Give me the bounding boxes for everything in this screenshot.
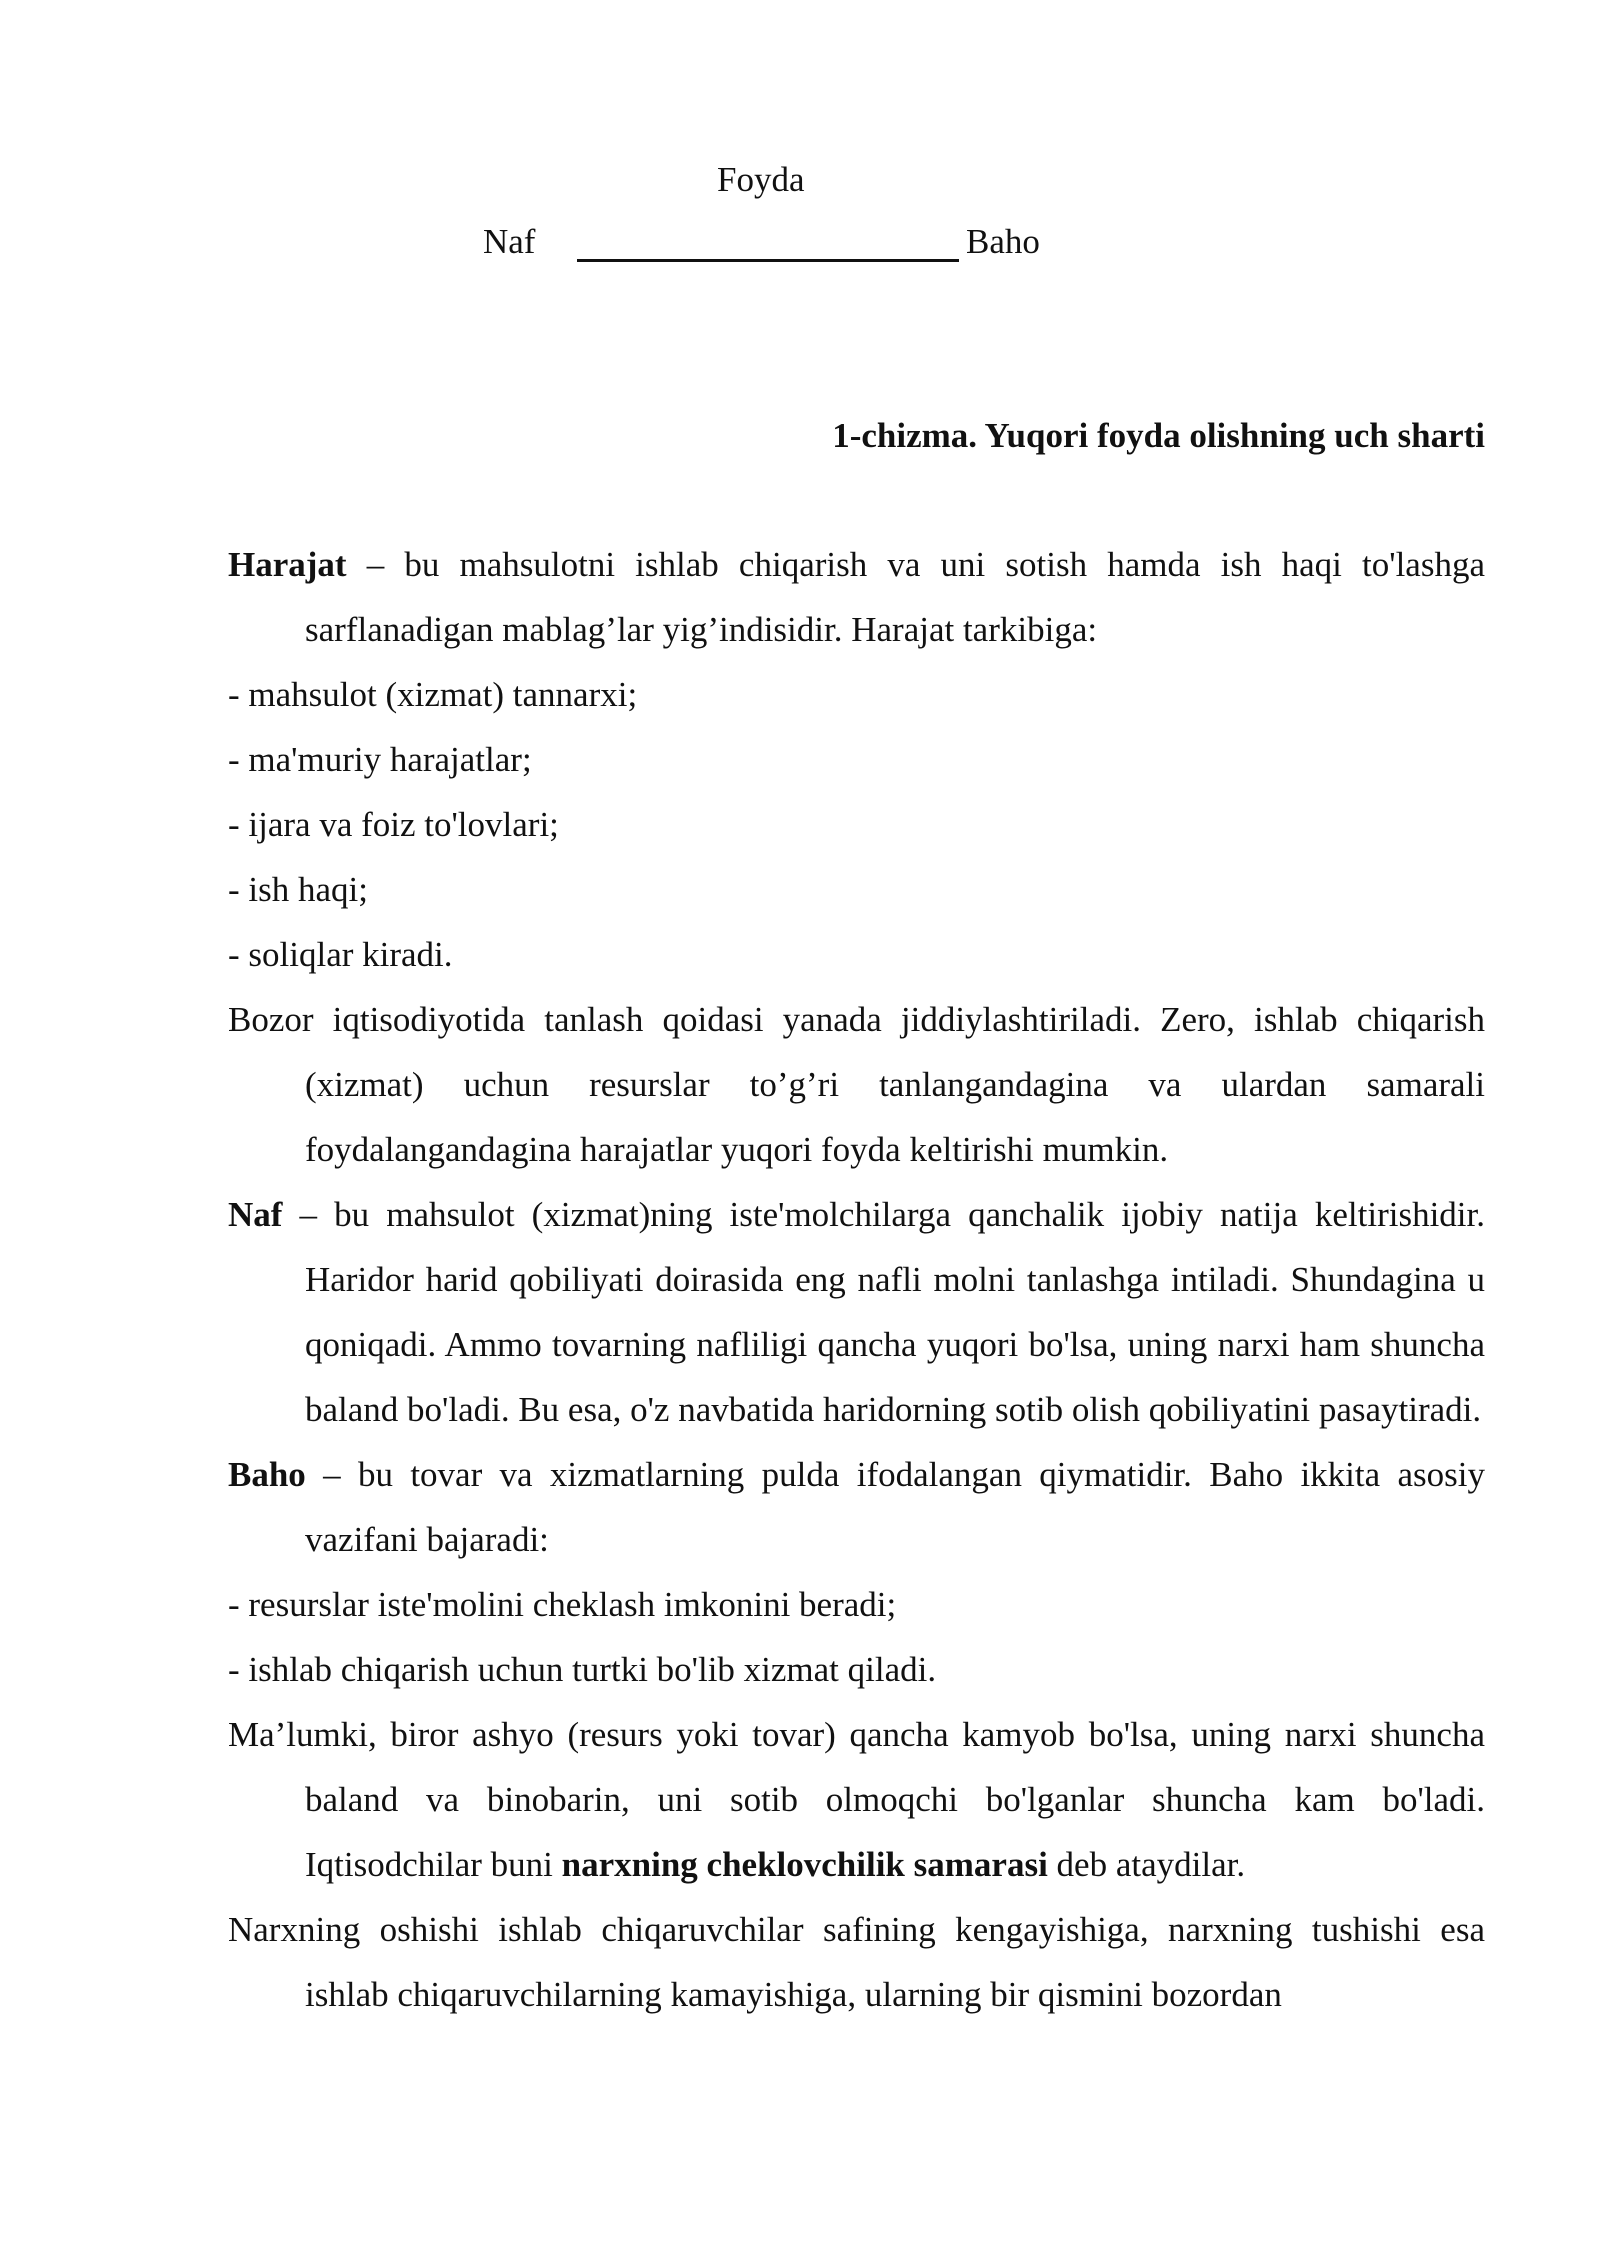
- diagram-connector-line: [577, 259, 959, 262]
- body-text: [228, 532, 1485, 2027]
- paragraph-baho-text: – bu tovar va xizmatlarning pulda ifodalangan qiymatidir. Baho ikkita asosiy vazifani bajaradi:: [305, 1455, 1485, 1559]
- diagram-label-baho: Baho: [966, 222, 1040, 261]
- list-item: - ishlab chiqarish uchun turtki bo'lib xizmat qiladi.: [228, 1650, 937, 1689]
- list-item: - ijara va foiz to'lovlari;: [228, 805, 559, 844]
- list-item: - ish haqi;: [228, 870, 368, 909]
- diagram-label-foyda: Foyda: [717, 160, 805, 199]
- list-item: - soliqlar kiradi.: [228, 935, 453, 974]
- list-item: - resurslar iste'molini cheklash imkonini beradi;: [228, 1585, 897, 1624]
- paragraph-harajat-text: – bu mahsulotni ishlab chiqarish va uni sotish hamda ish haqi to'lashga sarflanadigan mablag’lar yig’indisidir. Harajat tarkibiga:: [305, 545, 1485, 649]
- paragraph-harajat: [228, 532, 1485, 662]
- list-item: - mahsulot (xizmat) tannarxi;: [228, 675, 638, 714]
- paragraph-malumki: [228, 1702, 1485, 1897]
- term-baho: Baho: [228, 1455, 306, 1494]
- paragraph-malumki-text-before: Ma’lumki, biror ashyo (resurs yoki tovar) qancha kamyob bo'lsa, uning narxi shuncha baland va binobarin, uni sotib olmoqchi bo'lganlar shuncha kam bo'ladi. Iqtisodchilar buni: [228, 1715, 1485, 1884]
- diagram-label-naf: Naf: [483, 222, 536, 261]
- term-naf: Naf: [228, 1195, 283, 1234]
- paragraph-naf: [228, 1182, 1485, 1442]
- paragraph-malumki-text-after: deb ataydilar.: [1047, 1845, 1246, 1884]
- paragraph-naf-text: – bu mahsulot (xizmat)ning iste'molchilarga qanchalik ijobiy natija keltirishidir. Haridor harid qobiliyati doirasida eng nafli molni tanlashga intiladi. Shundagina u qoniqadi. Ammo tovarning nafliligi qancha yuqori bo'lsa, uning narxi ham shuncha baland bo'ladi. Bu esa, o'z navbatida haridorning sotib olish qobiliyatini pasaytiradi.: [282, 1195, 1485, 1429]
- paragraph-bozor: Bozor iqtisodiyotida tanlash qoidasi yanada jiddiylashtiriladi. Zero, ishlab chiqarish (xizmat) uchun resurslar to’g’ri tanlangandagina va ulardan samarali foydalangandagina harajatlar yuqori foyda keltirishi mumkin.: [228, 1000, 1485, 1169]
- list-item: - ma'muriy harajatlar;: [228, 740, 532, 779]
- term-harajat: Harajat: [228, 545, 347, 584]
- term-narx-cheklovchilik: narxning cheklovchilik samarasi: [561, 1845, 1048, 1884]
- paragraph-baho: [228, 1442, 1485, 1572]
- figure-caption: 1-chizma. Yuqori foyda olishning uch sharti: [832, 416, 1485, 455]
- paragraph-narx: Narxning oshishi ishlab chiqaruvchilar safining kengayishiga, narxning tushishi esa ishlab chiqaruvchilarning kamayishiga, ularning bir qismini bozordan: [228, 1910, 1485, 2014]
